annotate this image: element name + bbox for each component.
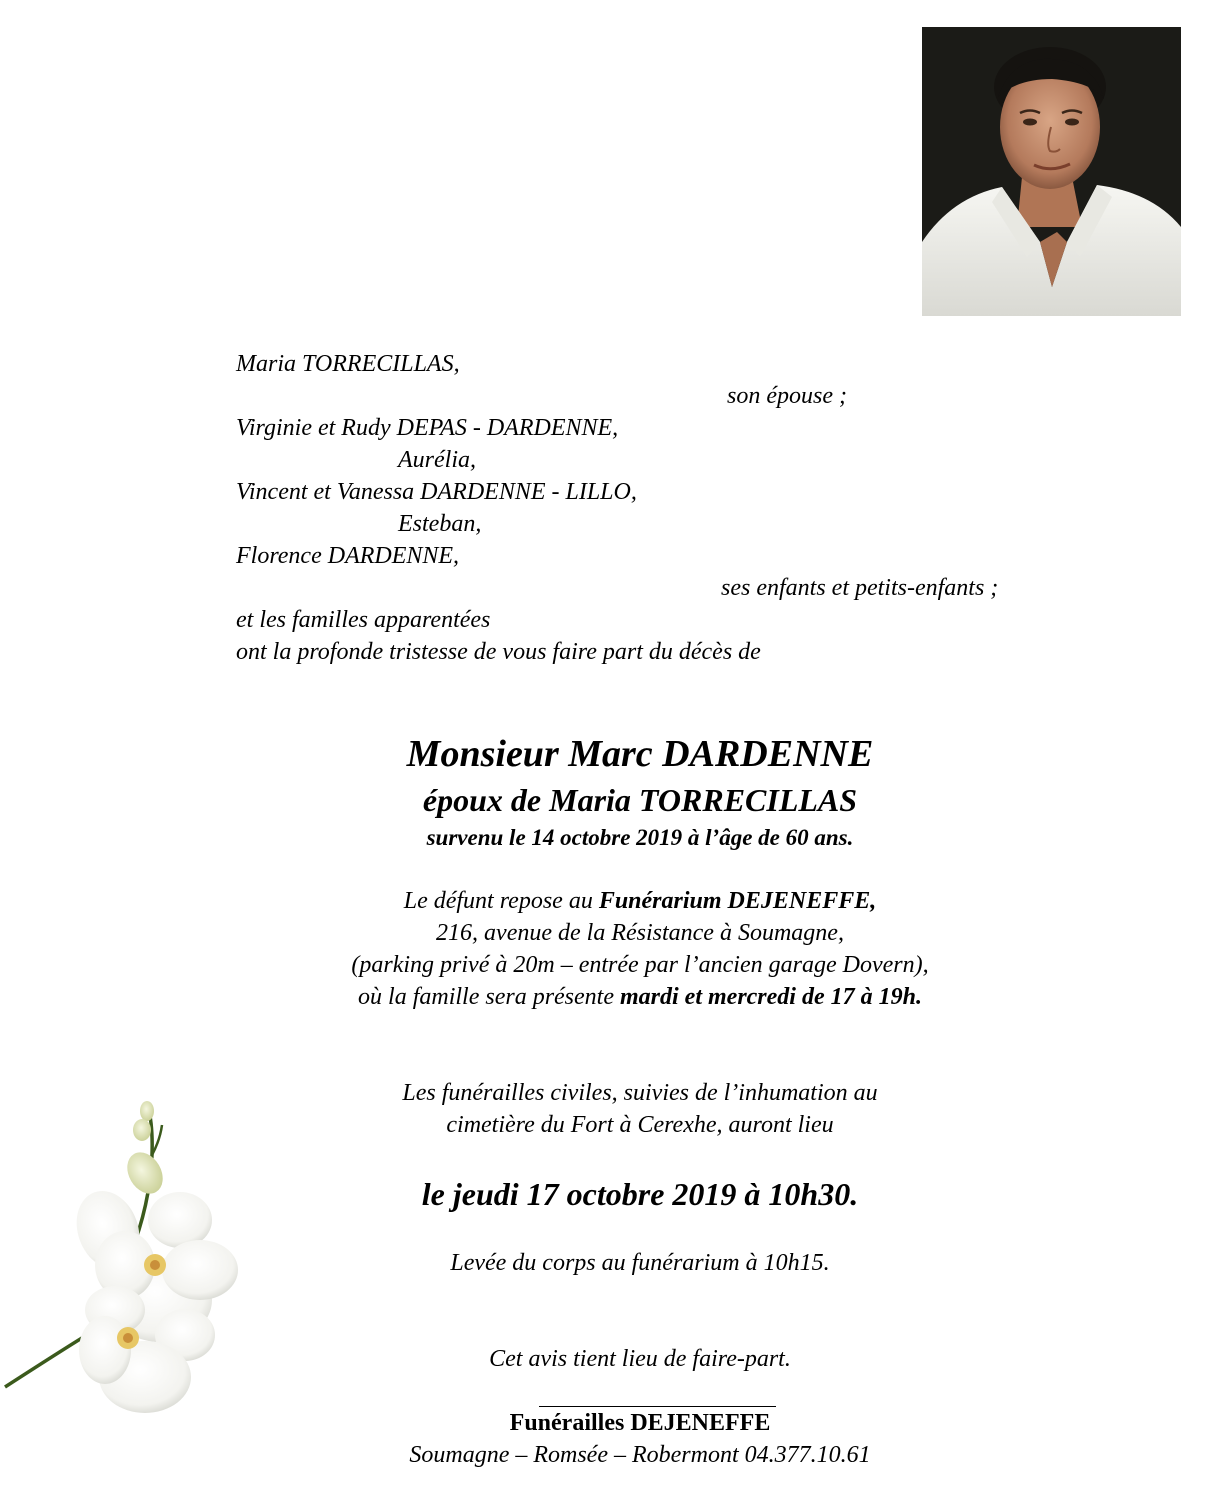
family-line-grandchild-2: Esteban, [398, 511, 482, 537]
family-line-relatives: et les familles apparentées [236, 607, 491, 633]
notice-text: Cet avis tient lieu de faire-part. [489, 1346, 791, 1372]
funeral-line-2: cimetière du Fort à Cerexhe, auront lieu [446, 1112, 834, 1138]
deceased-spouse: époux de Maria TORRECILLAS [422, 782, 858, 818]
visitation-address: 216, avenue de la Résistance à Soumagne, [436, 920, 844, 946]
family-role-children: ses enfants et petits-enfants ; [721, 575, 999, 601]
visitation-parking: (parking privé à 20m – entrée par l’ancien garage Dovern), [351, 952, 929, 978]
separator-line [539, 1406, 776, 1407]
visitation-hours-prefix: où la famille sera présente [358, 984, 620, 1010]
funeral-levee: Levée du corps au funérarium à 10h15. [450, 1250, 830, 1276]
funeral-date: le jeudi 17 octobre 2019 à 10h30. [421, 1176, 859, 1212]
funerarium-name: Funérarium DEJENEFFE, [598, 888, 877, 914]
funeral-line-1: Les funérailles civiles, suivies de l’inhumation au [402, 1080, 878, 1106]
deceased-name: Monsieur Marc DARDENNE [406, 733, 874, 775]
family-line-child-2: Vincent et Vanessa DARDENNE - LILLO, [236, 479, 637, 505]
family-line-child-1: Virginie et Rudy DEPAS - DARDENNE, [236, 415, 619, 441]
deceased-date: survenu le 14 octobre 2019 à l’âge de 60 ans. [426, 825, 854, 850]
undertaker-contact: Soumagne – Romsée – Robermont 04.377.10.61 [409, 1442, 871, 1468]
undertaker-name: Funérailles DEJENEFFE [509, 1410, 771, 1436]
family-line-grandchild-1: Aurélia, [398, 447, 476, 473]
orchid-icon [0, 1095, 245, 1415]
visitation-line-1 [240, 885, 1040, 917]
visitation-hours-line [240, 981, 1040, 1013]
family-line-child-3: Florence DARDENNE, [236, 543, 460, 569]
family-line-spouse: Maria TORRECILLAS, [236, 351, 460, 377]
family-role-spouse: son épouse ; [727, 383, 847, 409]
orchid-decoration [0, 1095, 245, 1415]
visitation-prefix: Le défunt repose au [403, 888, 599, 914]
portrait-illustration [922, 27, 1181, 316]
visitation-hours: mardi et mercredi de 17 à 19h. [620, 984, 922, 1010]
family-line-announcement: ont la profonde tristesse de vous faire part du décès de [236, 639, 761, 665]
portrait-photo [922, 27, 1181, 316]
